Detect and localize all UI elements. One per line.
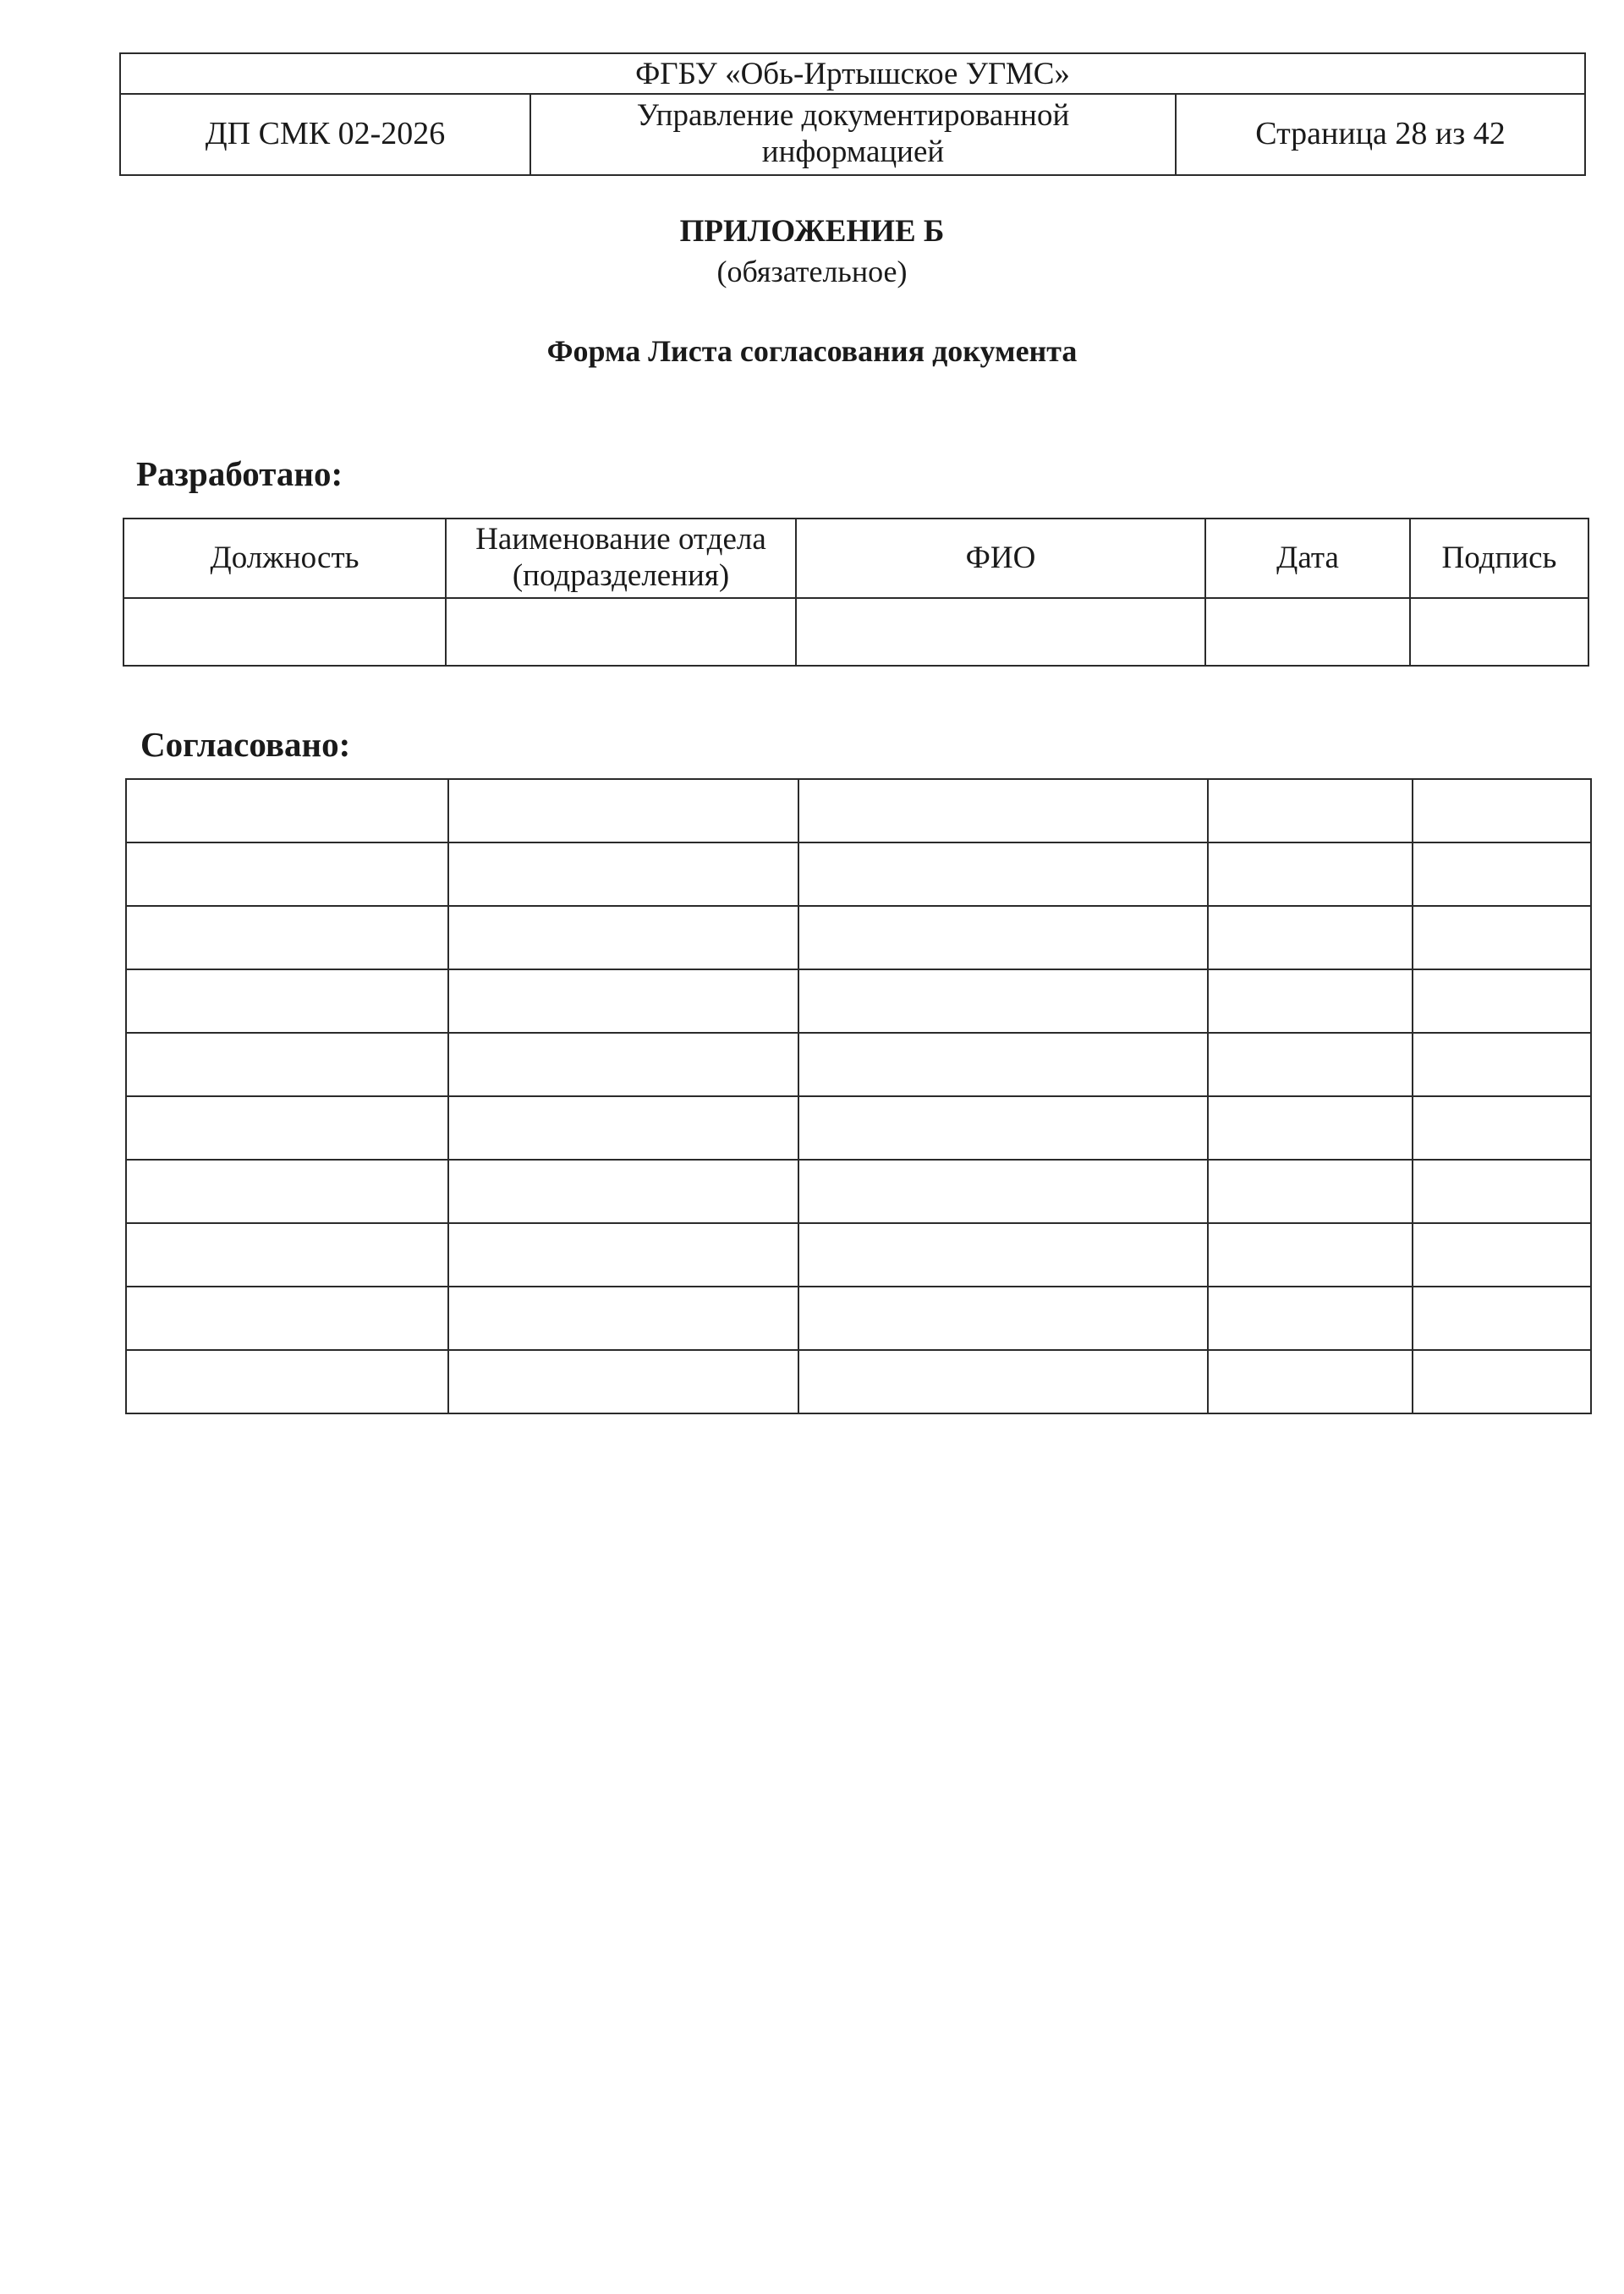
table-row xyxy=(126,1223,1591,1287)
table-cell xyxy=(126,1350,448,1413)
table-cell xyxy=(126,1287,448,1350)
table-row xyxy=(126,906,1591,969)
developed-table-header xyxy=(123,519,1588,598)
table-cell xyxy=(1413,1033,1591,1096)
table-cell xyxy=(123,598,446,666)
table-cell xyxy=(1413,1096,1591,1160)
table-cell xyxy=(798,1350,1208,1413)
table-row xyxy=(123,598,1588,666)
table-cell xyxy=(798,1160,1208,1223)
table-cell xyxy=(1413,1223,1591,1287)
table-cell xyxy=(448,1350,798,1413)
document-title-line2: информацией xyxy=(761,134,945,169)
table-cell xyxy=(796,598,1205,666)
table-cell xyxy=(1208,1033,1413,1096)
page-number: Страница 28 из 42 xyxy=(1255,116,1506,152)
table-cell xyxy=(1413,906,1591,969)
table-cell xyxy=(1208,906,1413,969)
table-cell xyxy=(798,779,1208,842)
table-row xyxy=(126,1033,1591,1096)
table-cell xyxy=(446,598,796,666)
table-cell xyxy=(1205,598,1410,666)
agreed-label: Согласовано: xyxy=(140,725,351,764)
appendix-subtitle: (обязательное) xyxy=(716,255,908,288)
table-cell xyxy=(126,1160,448,1223)
table-row xyxy=(126,779,1591,842)
table-cell xyxy=(1413,842,1591,906)
table-cell xyxy=(1208,1096,1413,1160)
table-cell xyxy=(1208,1160,1413,1223)
table-row xyxy=(126,1096,1591,1160)
table-cell xyxy=(448,1033,798,1096)
column-header-name: ФИО xyxy=(796,519,1205,598)
table-cell xyxy=(126,779,448,842)
organization-name: ФГБУ «Обь-Иртышское УГМС» xyxy=(121,54,1584,95)
table-cell xyxy=(126,1096,448,1160)
table-cell xyxy=(448,842,798,906)
table-row xyxy=(126,1350,1591,1413)
form-title: Форма Листа согласования документа xyxy=(546,334,1078,368)
table-cell xyxy=(448,779,798,842)
table-cell xyxy=(1413,969,1591,1033)
table-cell xyxy=(1208,1350,1413,1413)
column-header-signature: Подпись xyxy=(1410,519,1588,598)
table-cell xyxy=(126,906,448,969)
table-cell xyxy=(798,1096,1208,1160)
table-cell xyxy=(1208,779,1413,842)
table-cell xyxy=(448,1160,798,1223)
table-cell xyxy=(1413,1350,1591,1413)
table-cell xyxy=(1208,969,1413,1033)
table-cell xyxy=(126,1223,448,1287)
table-cell xyxy=(798,1223,1208,1287)
document-title-line1: Управление документированной xyxy=(636,98,1070,134)
table-cell xyxy=(798,1033,1208,1096)
table-cell xyxy=(1208,1223,1413,1287)
table-cell xyxy=(126,842,448,906)
table-cell xyxy=(798,969,1208,1033)
document-header-table xyxy=(119,52,1586,176)
column-header-department xyxy=(446,519,796,598)
table-row xyxy=(126,1160,1591,1223)
table-cell xyxy=(1410,598,1588,666)
table-cell xyxy=(1413,779,1591,842)
table-row xyxy=(126,1287,1591,1350)
developed-table xyxy=(123,518,1589,667)
column-header-department-line2: (подразделения) xyxy=(512,558,730,593)
table-cell xyxy=(1413,1287,1591,1350)
column-header-department-line1: Наименование отдела xyxy=(475,522,766,557)
table-cell xyxy=(448,1287,798,1350)
table-cell xyxy=(448,1096,798,1160)
table-cell xyxy=(798,1287,1208,1350)
table-cell xyxy=(126,969,448,1033)
table-cell xyxy=(798,906,1208,969)
column-header-position: Должность xyxy=(123,519,446,598)
document-code: ДП СМК 02-2026 xyxy=(121,95,531,174)
table-cell xyxy=(126,1033,448,1096)
agreed-table xyxy=(125,778,1592,1414)
table-row xyxy=(126,842,1591,906)
developed-label: Разработано: xyxy=(136,454,343,493)
document-title xyxy=(531,95,1177,174)
table-cell xyxy=(798,842,1208,906)
table-cell xyxy=(1208,1287,1413,1350)
table-cell xyxy=(448,1223,798,1287)
table-cell xyxy=(1413,1160,1591,1223)
table-cell xyxy=(1208,842,1413,906)
table-cell xyxy=(448,969,798,1033)
table-row xyxy=(126,969,1591,1033)
appendix-title: ПРИЛОЖЕНИЕ Б xyxy=(679,214,945,249)
column-header-date: Дата xyxy=(1205,519,1410,598)
table-cell xyxy=(448,906,798,969)
